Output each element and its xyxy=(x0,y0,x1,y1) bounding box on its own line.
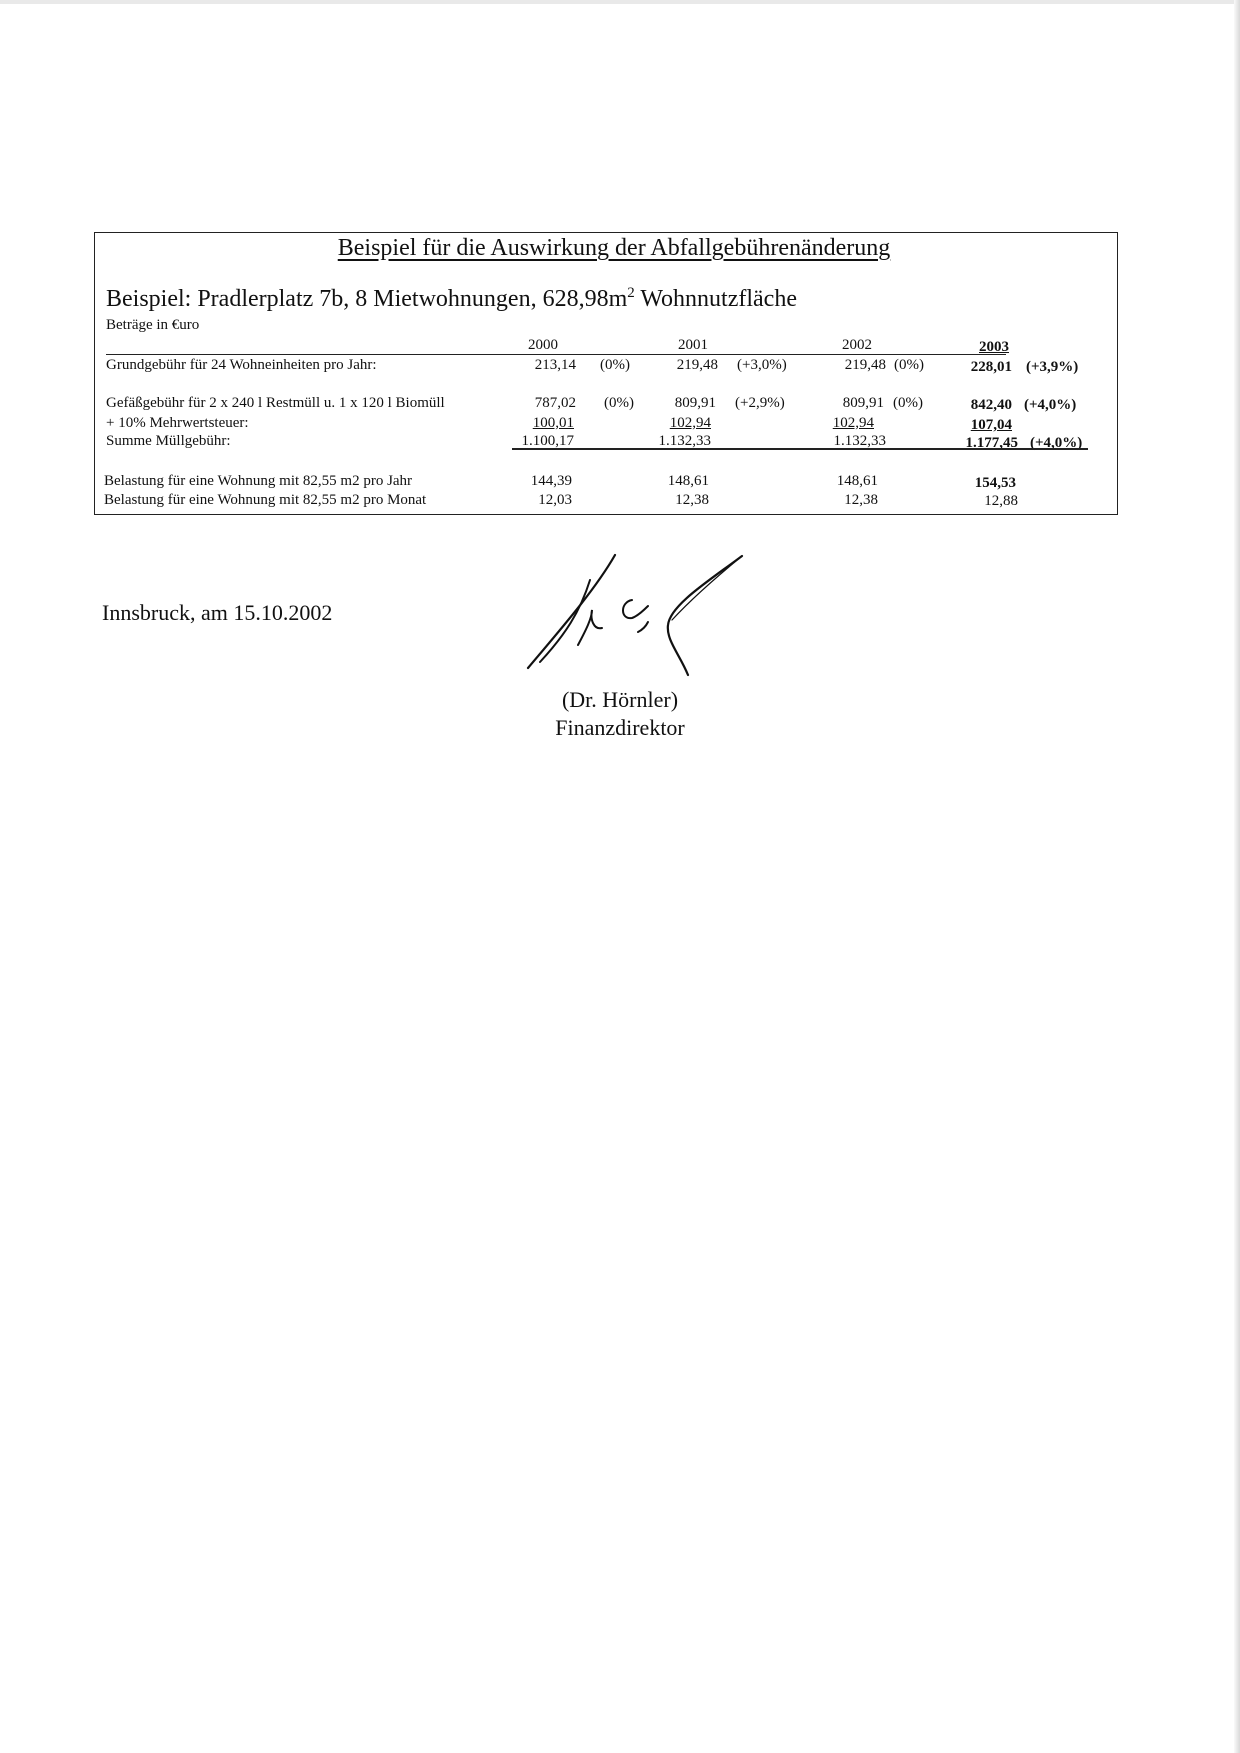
scan-edge-right xyxy=(1234,0,1240,1753)
row-percent-2003: (+4,0%) xyxy=(1024,397,1077,413)
row-value: 809,91 xyxy=(674,395,716,411)
row-value-2003: 1.177,45 xyxy=(965,435,1018,451)
row-percent: (0%) xyxy=(893,395,923,411)
row-value: 12,38 xyxy=(844,492,878,508)
row-value: 1.132,33 xyxy=(658,433,711,449)
header-rule xyxy=(106,354,1006,355)
row-value: 787,02 xyxy=(534,395,576,411)
row-value: 102,94 xyxy=(669,415,711,431)
row-percent-2003: (+3,9%) xyxy=(1026,359,1079,375)
signatory-name: (Dr. Hörnler) xyxy=(561,687,679,712)
row-value: 100,01 xyxy=(532,415,574,431)
row-value-2003: 107,04 xyxy=(970,417,1012,433)
example-subtitle xyxy=(106,285,797,313)
row-value-2003: 12,88 xyxy=(984,493,1018,509)
year-header-2001: 2001 xyxy=(678,337,708,353)
row-value: 213,14 xyxy=(534,357,576,373)
row-value: 148,61 xyxy=(667,473,709,489)
row-percent: (0%) xyxy=(600,357,630,373)
row-label-grundgebuehr: Grundgebühr für 24 Wohneinheiten pro Jahr: xyxy=(106,357,377,373)
row-label-gefaessgebuehr: Gefäßgebühr für 2 x 240 l Restmüll u. 1 x 120 l Biomüll xyxy=(106,395,445,411)
row-label-belastung-jahr: Belastung für eine Wohnung mit 82,55 m2 pro Jahr xyxy=(104,473,413,489)
row-percent: (0%) xyxy=(894,357,924,373)
signatory-role: Finanzdirektor xyxy=(555,715,685,740)
handwritten-signature xyxy=(520,550,760,680)
row-percent: (+3,0%) xyxy=(737,357,787,373)
row-value: 1.132,33 xyxy=(833,433,886,449)
year-header-2002: 2002 xyxy=(842,337,872,353)
row-value: 12,38 xyxy=(675,492,709,508)
subtitle-text: Beispiel: Pradlerplatz 7b, 8 Mietwohnungen, 628,98m xyxy=(106,286,628,312)
row-value: 219,48 xyxy=(844,357,886,373)
row-value: 148,61 xyxy=(836,473,878,489)
row-percent: (+2,9%) xyxy=(735,395,785,411)
row-percent: (0%) xyxy=(604,395,634,411)
scan-edge-top xyxy=(0,0,1240,4)
row-value: 12,03 xyxy=(538,492,572,508)
row-value-2003: 228,01 xyxy=(970,359,1012,375)
subtitle-superscript: 2 xyxy=(627,285,635,301)
row-value: 144,39 xyxy=(530,473,572,489)
document-title: Beispiel für die Auswirkung der Abfallgebührenänderung xyxy=(337,235,891,261)
row-value-2003: 842,40 xyxy=(970,397,1012,413)
row-value: 102,94 xyxy=(832,415,874,431)
sum-rule xyxy=(512,448,1088,450)
row-percent-2003: (+4,0%) xyxy=(1030,435,1083,451)
subtitle-suffix: Wohnnutzfläche xyxy=(634,286,797,312)
row-label-summe: Summe Müllgebühr: xyxy=(106,433,231,449)
row-value: 809,91 xyxy=(842,395,884,411)
place-and-date: Innsbruck, am 15.10.2002 xyxy=(102,600,333,625)
year-header-2003: 2003 xyxy=(979,339,1009,355)
row-value: 219,48 xyxy=(676,357,718,373)
row-label-belastung-monat: Belastung für eine Wohnung mit 82,55 m2 pro Monat xyxy=(104,492,427,508)
year-header-2000: 2000 xyxy=(528,337,558,353)
row-value: 1.100,17 xyxy=(521,433,574,449)
currency-note: Beträge in €uro xyxy=(106,317,200,333)
row-value-2003: 154,53 xyxy=(974,475,1016,491)
row-label-mehrwertsteuer: + 10% Mehrwertsteuer: xyxy=(106,415,249,431)
